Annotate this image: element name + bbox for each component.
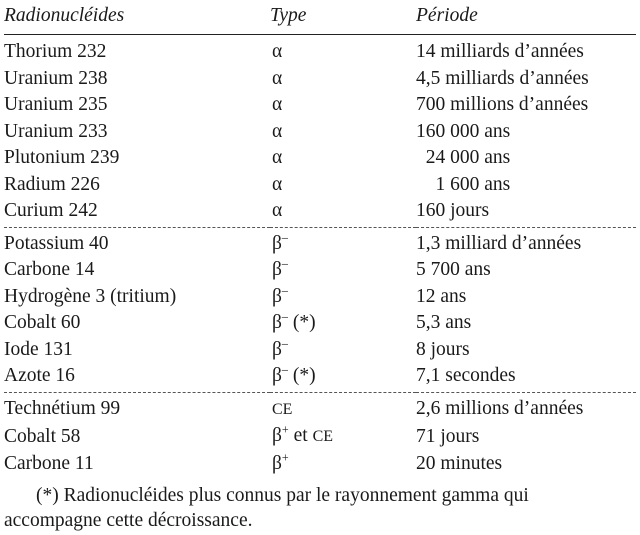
- decay-suffix: (*): [287, 312, 316, 333]
- decay-symbol: β: [272, 259, 282, 280]
- decay-symbol: α: [272, 94, 283, 115]
- cell-radionuclide: Uranium 238: [4, 67, 108, 89]
- decay-symbol: β: [272, 232, 282, 254]
- cell-type: [270, 227, 416, 257]
- decay-charge: +: [281, 422, 289, 437]
- header-radionuclide: Radionucléides: [4, 0, 270, 35]
- cell-period: 1 600 ans: [416, 173, 511, 195]
- cell-type: [270, 119, 416, 146]
- radionuclide-table: [4, 0, 636, 477]
- cell-type: [270, 451, 416, 478]
- cell-radionuclide: Thorium 232: [4, 41, 107, 62]
- table-row: [4, 227, 636, 257]
- decay-charge: –: [281, 283, 288, 298]
- table-row: [4, 119, 636, 146]
- cell-type: [270, 337, 416, 364]
- decay-charge: +: [281, 450, 289, 465]
- decay-charge: –: [281, 256, 288, 271]
- decay-capture: CE: [272, 400, 293, 418]
- cell-type: [270, 145, 416, 172]
- cell-type: [270, 284, 416, 311]
- cell-period: 8 jours: [416, 338, 470, 360]
- cell-period: 12 ans: [416, 285, 467, 307]
- header-period: Période: [416, 0, 636, 35]
- table-row: [4, 145, 636, 172]
- cell-period: 160 000 ans: [416, 120, 511, 142]
- cell-radionuclide: Uranium 233: [4, 120, 108, 142]
- decay-symbol: β: [272, 312, 282, 333]
- decay-symbol: α: [272, 200, 283, 221]
- cell-radionuclide: Uranium 235: [4, 94, 108, 115]
- table-row: [4, 310, 636, 337]
- table-row: [4, 423, 636, 451]
- decay-symbol: α: [272, 67, 283, 89]
- cell-type: [270, 66, 416, 93]
- table-row: [4, 284, 636, 311]
- table-row: [4, 337, 636, 364]
- cell-period: 700 millions d’années: [416, 94, 589, 115]
- table-row: [4, 392, 636, 423]
- cell-period: 14 milliards d’années: [416, 41, 584, 62]
- header-type: Type: [270, 0, 416, 35]
- table-row: [4, 92, 636, 119]
- decay-symbol: β: [272, 285, 282, 307]
- decay-charge: –: [281, 230, 288, 245]
- decay-capture: CE: [312, 428, 333, 445]
- cell-type: [270, 363, 416, 392]
- table-body: [4, 35, 636, 478]
- cell-radionuclide: Carbone 14: [4, 259, 95, 280]
- decay-charge: –: [281, 309, 288, 324]
- cell-type: [270, 172, 416, 199]
- cell-radionuclide: Curium 242: [4, 198, 270, 227]
- decay-symbol: β: [272, 365, 282, 386]
- cell-radionuclide: Technétium 99: [4, 398, 121, 419]
- table-row: [4, 172, 636, 199]
- decay-suffix: et: [288, 425, 313, 446]
- table-row: [4, 198, 636, 227]
- decay-symbol: β: [272, 425, 282, 446]
- cell-period: 5 700 ans: [416, 259, 491, 280]
- table-row: [4, 363, 636, 392]
- cell-radionuclide: Plutonium 239: [4, 147, 120, 168]
- cell-radionuclide: Cobalt 58: [4, 425, 81, 447]
- cell-radionuclide: Radium 226: [4, 173, 100, 195]
- cell-period: 4,5 milliards d’années: [416, 67, 589, 89]
- decay-symbol: α: [272, 173, 283, 195]
- decay-charge: –: [281, 362, 288, 377]
- cell-type: [270, 198, 416, 227]
- cell-type: [270, 257, 416, 284]
- cell-type: [270, 92, 416, 119]
- cell-radionuclide: Azote 16: [4, 363, 270, 392]
- cell-type: [270, 392, 416, 423]
- cell-radionuclide: Cobalt 60: [4, 312, 81, 333]
- table-row: [4, 451, 636, 478]
- table-row: [4, 257, 636, 284]
- decay-charge: –: [281, 336, 288, 351]
- table-header-row: [4, 0, 636, 35]
- cell-radionuclide: Carbone 11: [4, 452, 94, 474]
- cell-period: 5,3 ans: [416, 312, 472, 333]
- decay-suffix: (*): [287, 365, 316, 386]
- decay-symbol: β: [272, 338, 282, 360]
- table-row: [4, 35, 636, 66]
- table-row: [4, 66, 636, 93]
- cell-period: 1,3 milliard d’années: [416, 232, 582, 254]
- cell-period: 160 jours: [416, 198, 636, 227]
- cell-period: 24 000 ans: [416, 147, 511, 168]
- cell-period: 20 minutes: [416, 452, 503, 474]
- footnote: (*) Radionucléides plus connus par le rayonnement gamma qui accompagne cette décroissance.: [4, 485, 529, 531]
- decay-symbol: β: [272, 452, 282, 474]
- cell-type: [270, 35, 416, 66]
- cell-period: 7,1 secondes: [416, 363, 636, 392]
- cell-radionuclide: Iode 131: [4, 338, 73, 360]
- cell-radionuclide: Potassium 40: [4, 232, 109, 254]
- cell-period: 71 jours: [416, 425, 480, 447]
- cell-period: 2,6 millions d’années: [416, 398, 584, 419]
- cell-radionuclide: Hydrogène 3 (tritium): [4, 285, 177, 307]
- decay-symbol: α: [272, 120, 283, 142]
- cell-type: [270, 423, 416, 451]
- decay-symbol: α: [272, 147, 283, 168]
- cell-type: [270, 310, 416, 337]
- decay-symbol: α: [272, 41, 283, 62]
